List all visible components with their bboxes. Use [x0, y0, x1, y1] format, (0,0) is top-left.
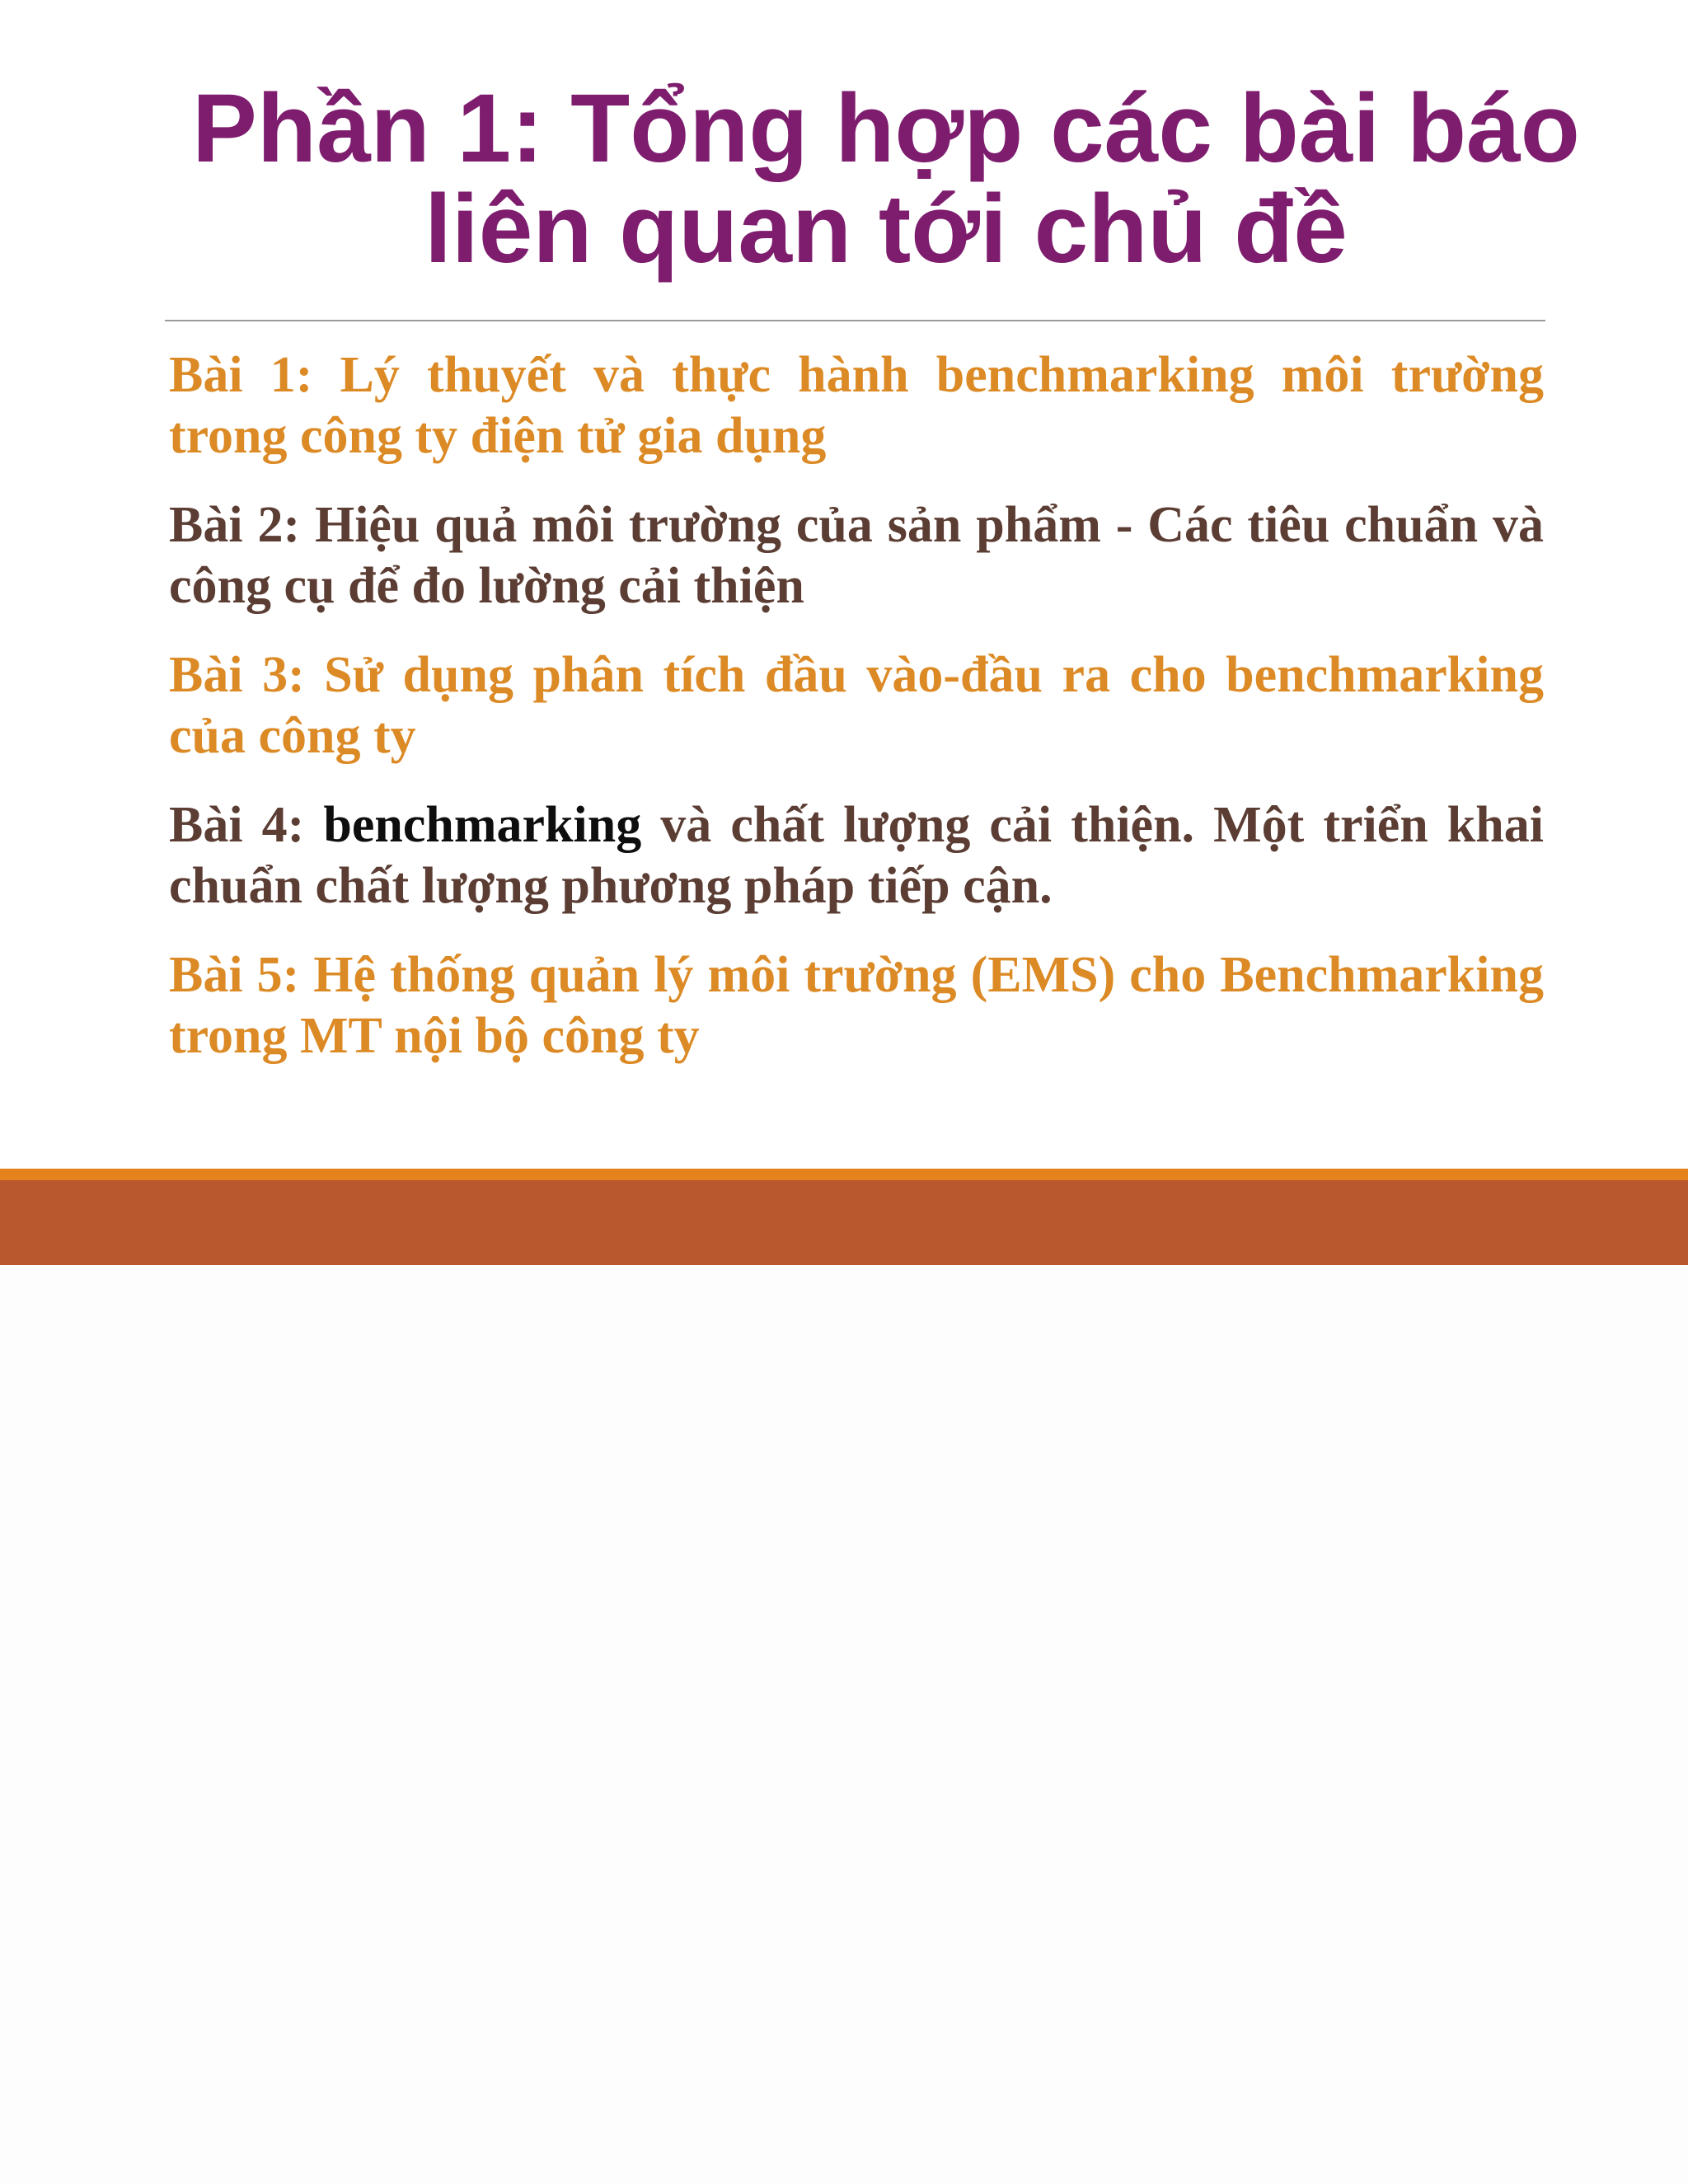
footer-bar-accent [0, 1169, 1688, 1180]
article-2: Bài 2: Hiệu quả môi trường của sản phẩm - Các tiêu chuẩn và công cụ để đo lường cải thiện [169, 497, 1544, 614]
article-4 [169, 794, 1544, 916]
article-list [169, 344, 1544, 1094]
article-5: Bài 5: Hệ thống quản lý môi trường (EMS) cho Benchmarking trong MT nội bộ công ty [169, 947, 1544, 1064]
article-4-suffix: và chất lượng cải thiện. Một triển khai chuẩn chất lượng phương pháp tiếp cận. [169, 797, 1545, 914]
slide-title: Phần 1: Tổng hợp các bài báo liên quan tới chủ đề [192, 74, 1580, 284]
article-1: Bài 1: Lý thuyết và thực hành benchmarking môi trường trong công ty điện tử gia dụng [169, 347, 1544, 464]
title-divider [165, 320, 1545, 321]
article-3: Bài 3: Sử dụng phân tích đầu vào-đầu ra cho benchmarking của công ty [169, 647, 1544, 764]
footer-bar [0, 1180, 1688, 1265]
article-4-prefix: Bài 4: [169, 797, 324, 853]
article-4-highlight: benchmarking [323, 797, 642, 853]
